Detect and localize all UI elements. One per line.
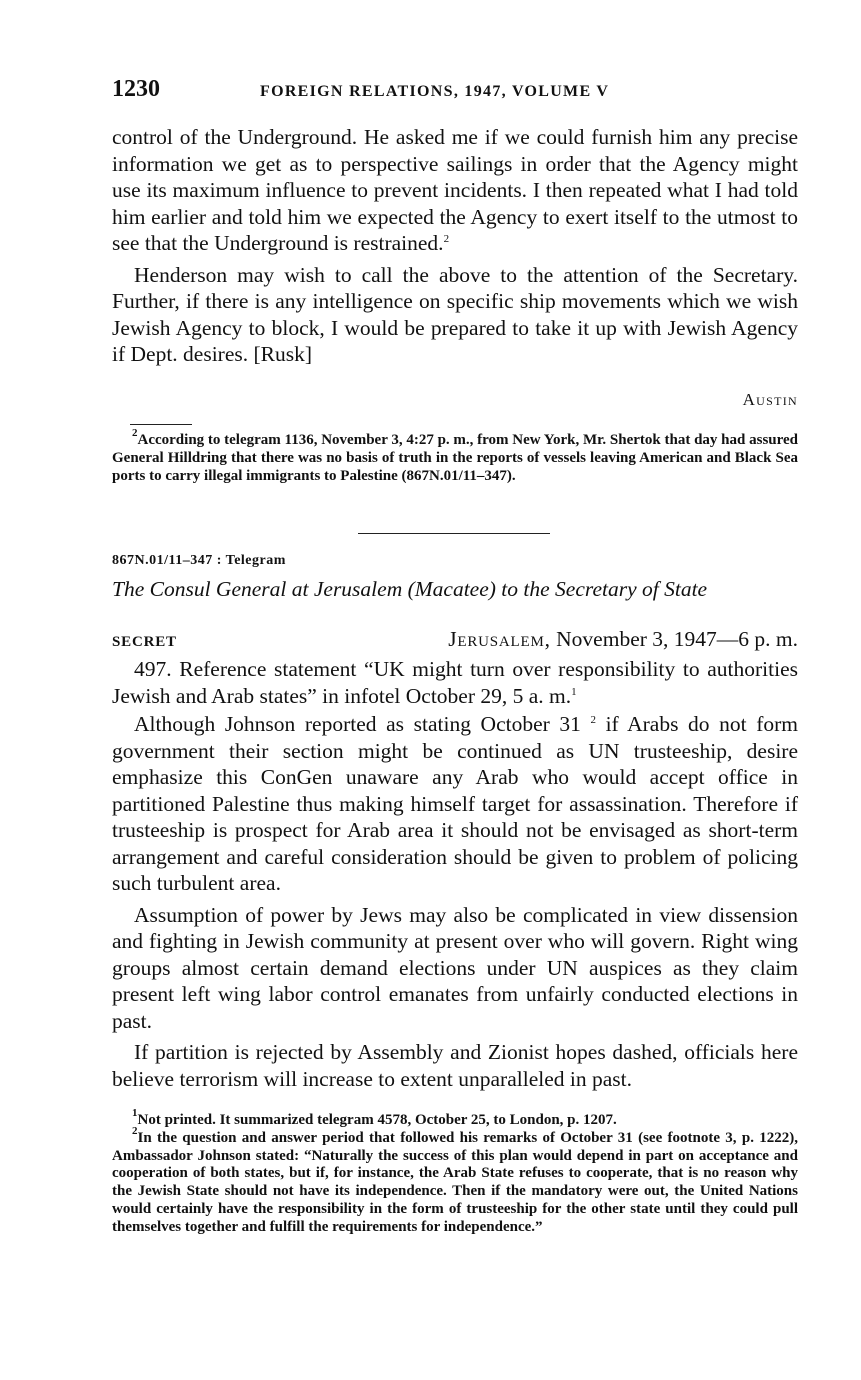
paragraph: If partition is rejected by Assembly and Zionist hopes dashed, officials here believe terrorism will increase to extent unparalleled in past. bbox=[112, 1040, 798, 1091]
page-number: 1230 bbox=[112, 76, 160, 102]
signature: Austin bbox=[742, 390, 798, 409]
paragraph: control of the Underground. He asked me if we could furnish him any precise information we get as to perspective sailings in order that the Agency might use its maximum influence to prevent incidents. I then repeated what I had told him earlier and told him we expected the Agency to exert itself to the utmost to see that the Underground is restrained.$^2$ bbox=[112, 125, 798, 255]
classification: SECRET bbox=[112, 634, 177, 650]
footnote: $^1$Not printed. It summarized telegram 4578, October 25, to London, p. 1207. bbox=[132, 1107, 617, 1128]
dateline-date: November 3, 1947—6 p. m. bbox=[556, 627, 798, 651]
paragraph: Although Johnson reported as stating October 31 $^2$ if Arabs do not form government their section might be continued as UN trusteeship, desire emphasize this ConGen unaware any Arab who would accept office in partitioned Palestine thus making himself target for assassination. Therefore if trusteeship is prospect for Arab area it should not be envisaged as short-term arrangement and careful consideration should be given to problem of policing such turbulent area. bbox=[112, 712, 798, 895]
footnote: $^2$According to telegram 1136, November 3, 4:27 p. m., from New York, Mr. Shertok that day had assured General Hilldring that there was no basis of truth in the reports of vessels leaving American and Black Sea ports to carry illegal immigrants to Palestine (867N.01/11–347). bbox=[112, 427, 799, 484]
dateline bbox=[408, 627, 798, 652]
paragraph: Henderson may wish to call the above to the attention of the Secretary. Further, if there is any intelligence on specific ship movements which we wish Jewish Agency to block, I would be prepared to take it up with Jewish Agency if Dept. desires. [Rusk] bbox=[112, 262, 798, 366]
page-header bbox=[112, 76, 802, 110]
paragraph: Assumption of power by Jews may also be complicated in view dissension and fighting in Jewish community at present over who will govern. Right wing groups almost certain demand elections under UN auspices as they claim present left wing labor control emanates from unfairly conducted elections in past. bbox=[112, 902, 798, 1033]
document-title: The Consul General at Jerusalem (Macatee) to the Secretary of State bbox=[112, 577, 708, 601]
continued-text bbox=[112, 124, 798, 368]
footnotes-continued bbox=[112, 427, 799, 485]
file-reference: 867N.01/11–347 : Telegram bbox=[112, 553, 286, 568]
running-title: FOREIGN RELATIONS, 1947, VOLUME V bbox=[260, 83, 610, 100]
footnote-rule bbox=[130, 424, 192, 425]
dateline-city: Jerusalem, bbox=[448, 627, 551, 651]
footnotes-telegram bbox=[112, 1107, 798, 1237]
paragraph: 497. Reference statement “UK might turn over responsibility to authorities Jewish and Arab states” in infotel October 29, 5 a. m.$^1$ bbox=[112, 657, 798, 708]
footnote: $^2$In the question and answer period that followed his remarks of October 31 (see footnote 3, p. 1222), Ambassador Johnson stated: “Naturally the success of this plan would depend in part on acceptance and cooperation of both states, but if, for instance, the Arab State refuses to cooperate, that is no reason why the Jewish State should not have its independence. Then if the mandatory were out, the United Nations would certainly have the responsibility in the form of trusteeship for the other state until they could pull themselves together and fulfill the requirements for independence.” bbox=[112, 1124, 798, 1235]
telegram-body bbox=[112, 656, 798, 1092]
section-separator bbox=[358, 533, 550, 534]
